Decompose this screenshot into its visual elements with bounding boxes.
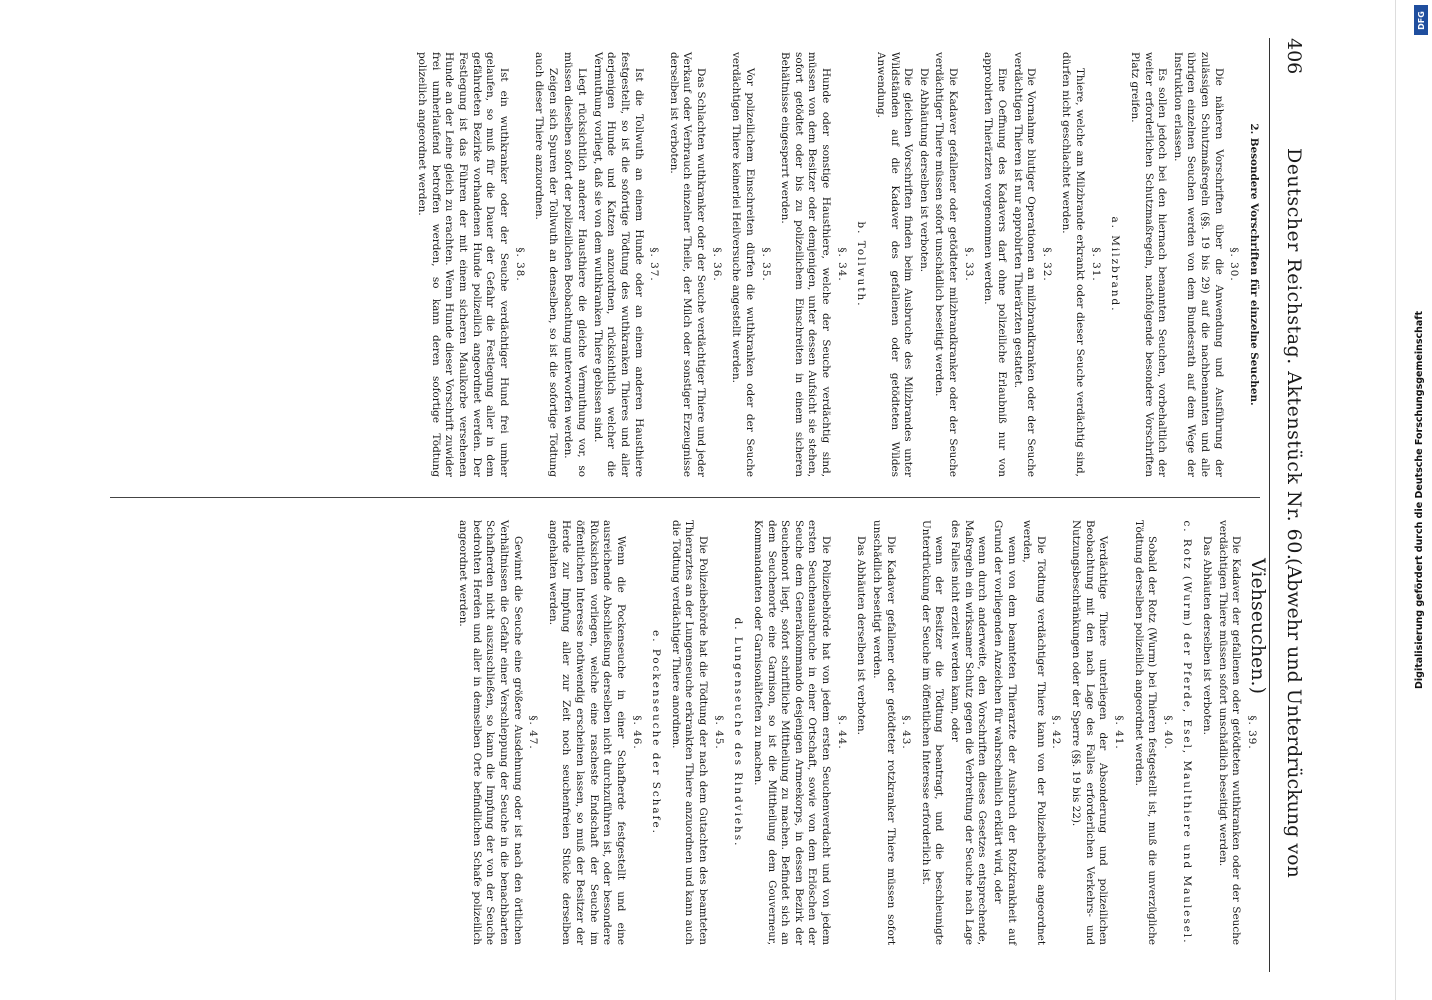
paragraph-text: Hunde oder sonstige Hausthiere, welche der Seuche verdächtig sind, müssen von dem Besitzer oder demjenigen, unter dessen Aufsicht sie stehen, sofort getödtet oder bis zu polizeilichem Einschreiten in einem sicheren Behältnisse eingesperrt werden.: [779, 52, 833, 477]
paragraph-mark: §. 41.: [1113, 715, 1125, 750]
page-number: 406: [1283, 38, 1305, 75]
paragraph-text: Das Abhäuten derselben ist verboten.: [855, 536, 868, 735]
subsection-title: c. Rotz (Wurm) der Pferde, Esel, Maulthiere und Maulesel.: [1181, 520, 1194, 945]
subsection-title: b. Tollwuth.: [855, 221, 868, 308]
digitization-credit-text: Digitalisierung gefördert durch die Deutsche Forschungsgemeinschaft: [1414, 311, 1425, 689]
paragraph-text: Die Kadaver gefallener oder getödteter rotzkranker Thiere müssen sofort unschädlich beseitigt werden.: [871, 520, 897, 945]
paragraph-mark: §. 45.: [712, 715, 725, 750]
paragraph-mark: §. 39.: [1246, 715, 1258, 750]
subsection-title: e. Pockenseuche der Schafe.: [650, 630, 663, 835]
running-title: Deutscher Reichstag. Aktenstück Nr. 60.: [1283, 148, 1305, 561]
paragraph-mark: §. 30.: [1228, 247, 1241, 282]
right-column: [454, 520, 1265, 945]
paragraph-text: Die näheren Vorschriften über die Anwendung und Ausführung der zulässigen Schutzmaßregeln (§§. 19 bis 29) auf die nachbenannten und alle übrigen einzelnen Seuchen werden von dem Bundesrath auf dem Wege der Instruktion erlassen.: [1171, 52, 1225, 477]
paragraph-mark: §. 42.: [1050, 715, 1063, 750]
paragraph-text: wenn von dem beamteten Thierarzte der Ausbruch der Rotzkrankheit auf Grund der vorliegenden Anzeichen für wahrscheinlich erklärt wird, oder: [992, 520, 1018, 945]
paragraph-text: Die Kadaver gefallener oder getödteter milzbrandkranker oder der Seuche verdächtiger Thiere müssen sofort unschädlich beseitigt werden.: [933, 52, 960, 477]
column-divider: [110, 497, 1260, 498]
paragraph-text: Das Abhäuten derselben ist verboten.: [1201, 536, 1214, 735]
section-heading: 2. Besondere Vorschriften für einzelne Seuchen.: [1248, 123, 1260, 406]
paragraph-mark: §. 34.: [835, 247, 848, 282]
paragraph-text: Die Polizeibehörde hat von jedem ersten Seuchenverdacht und von jedem ersten Seuchenausbruche in einer Ortschaft, sowie von dem Erlöschen der Seuche dem Generalkommando desjenigen Armeekorps, in dessen Bezirk der Seuchenort liegt, sofort schriftliche Mittheilung zu machen. Befindet sich an dem Seuchenorte eine Garnison, so ist die Mittheilung dem Gouverneur, Kommandanten oder Garnisonälteſten zu machen.: [752, 520, 833, 945]
paragraph-mark: §. 35.: [759, 247, 772, 282]
paragraph-text: Vor polizeilichem Einschreiten dürfen die wuthkranken oder der Seuche verdächtigen Thiere keinerlei Heilversuche angestellt werden.: [730, 52, 756, 477]
dfg-logo-text: DFG: [1416, 10, 1426, 30]
paragraph-text: Es sollen jedoch bei den hiernach benannten Seuchen, vorbehaltlich der weiter erforderlichen Schutzmaßregeln, nachfolgende besondere Vorschriften Platz greifen.: [1129, 52, 1169, 477]
paragraph-text: Ist die Tollwuth an einem Hunde oder an einem anderen Hausthiere festgestellt, so ist die sofortige Tödtung des wuthkranken Thieres und aller derjenigen Hunde und Katzen anzuordnen, rücksichtlich welcher die Vermuthung vorliegt, daß sie von dem wuthkranken Thiere gebissen sind.: [591, 52, 645, 477]
paragraph-mark: §. 40.: [1161, 715, 1174, 750]
paragraph-text: Eine Oeffnung des Kadavers darf ohne polizeiliche Erlaubniß nur von approbirten Thierärzten vorgenommen werden.: [982, 52, 1008, 477]
paragraph-mark: §. 33.: [962, 247, 975, 282]
paragraph-text: Sobald der Rotz (Wurm) bei Thieren festgestellt ist, muß die unverzügliche Tödtung derselben polizeilich angeordnet werden.: [1132, 520, 1159, 945]
paragraph-mark: §. 31.: [1089, 247, 1102, 282]
scan-edge: [1395, 0, 1396, 1000]
paragraph-text: Wenn die Pockenseuche in einer Schafherde festgestellt und eine ausreichende Abschließung derselben nicht durchzuführen ist, oder besondere Rücksichten vorliegen, welche eine rascheste Endschaft der Seuche im öffentlichen Interesse nothwendig erscheinen lassen, so muß der Besitzer der Herde zur Impfung aller zur Zeit noch seuchenfreien Stücke derselben angehalten werden.: [546, 520, 627, 945]
paragraph-text: Zeigen sich Spuren der Tollwuth an denselben, so ist die sofortige Tödtung auch dieser Thiere anzuordnen.: [533, 52, 559, 477]
paragraph-text: Das Schlachten wuthkranker oder der Seuche verdächtiger Thiere und jeder Verkauf oder Verbrauch einzelner Theile, der Milch oder sonstiger Erzeugnisse derselben ist verboten.: [667, 52, 708, 477]
paragraph-text: Verdächtige Thiere unterliegen der Absonderung und polizeilichen Beobachtung mit den nach Lage des Falles erforderlichen Verkehrs- und Nutzungsbeschränkungen oder der Sperre (§§. 19 bis 22).: [1070, 520, 1110, 945]
subsection-title: d. Lungenseuche des Rindviehs.: [732, 617, 745, 848]
running-subtitle: (Abwehr und Unterdrückung von Viehseuchen.): [1247, 558, 1305, 878]
dfg-logo: [1414, 5, 1428, 35]
paragraph-mark: §. 36.: [710, 247, 723, 282]
paragraph-text: Die Abhäutung derselben ist verboten.: [917, 68, 930, 273]
paragraph-text: Die Kadaver der gefallenen oder getödteten wuthkranken oder der Seuche verdächtigen Thiere müssen sofort unschädlich beseitigt werden.: [1216, 520, 1243, 945]
paragraph-mark: §. 44.: [835, 715, 848, 750]
paragraph-text: wenn durch anderweite, den Vorschriften dieses Gesetzes entsprechende, Maßregeln ein wirksamer Schutz gegen die Verbreitung der Seuche nach Lage des Falles nicht erzielt werden kann, oder: [949, 520, 989, 945]
paragraph-text: Liegt rücksichtlich anderer Hausthiere die gleiche Vermuthung vor, so müssen dieselben sofort der polizeilichen Beobachtung unterworfen werden.: [562, 52, 589, 477]
paragraph-mark: §. 32.: [1040, 247, 1053, 282]
paragraph-text: Thiere, welche am Milzbrande erkrankt oder dieser Seuche verdächtig sind, dürfen nicht geschlachtet werden.: [1060, 52, 1087, 477]
paragraph-mark: §. 38.: [513, 247, 526, 282]
paragraph-mark: §. 43.: [900, 715, 913, 750]
paragraph-text: Ist ein wuthkranker oder der Seuche verdächtiger Hund frei umher gelaufen, so muß für die Dauer der Gefahr die Festlegung aller in dem gefährdeten Bezirke vorhandenen Hunde polizeilich angeordnet werden. Der Festlegung ist das Führen der mit einem sicheren Maulkorbe versehenen Hunde an der Leine gleich zu erachten. Wenn Hunde dieser Vorschrift zuwider frei umherlaufend betroffen werden, so kann deren sofortige Tödtung polizeilich angeordnet werden.: [416, 52, 510, 477]
paragraph-text: Die Tödtung verdächtiger Thiere kann von der Polizeibehörde angeordnet werden,: [1021, 520, 1047, 945]
rotated-document-page: [50, 0, 1330, 1000]
left-column: [413, 52, 1264, 477]
paragraph-text: Die gleichen Vorschriften finden beim Ausbruche des Milzbrandes unter Wildständen auf die Kadaver des gefallenen oder getödteten Wildes Anwendung.: [875, 52, 915, 477]
subsection-title: a. Milzbrand.: [1109, 216, 1122, 313]
paragraph-mark: §. 47.: [527, 715, 540, 750]
header-rule: [1269, 38, 1270, 972]
paragraph-text: Die Vornahme blutiger Operationen an milzbrandkranken oder der Seuche verdächtigen Thieren ist nur approbirten Thierärzten gestattet.: [1011, 52, 1038, 477]
paragraph-text: wenn der Besitzer die Tödtung beantragt, und die beschleunigte Unterdrückung der Seuche im öffentlichen Interesse erforderlich ist.: [919, 520, 946, 945]
paragraph-mark: §. 46.: [630, 715, 643, 750]
paragraph-text: Gewinnt die Seuche eine größere Ausdehnung oder ist nach den örtlichen Verhältnissen die Gefahr einer Verschleppung der Seuche in die benachbarten Schafherden nicht auszuschließen, so kann die Impfung der von der Seuche bedrohten Herden und aller in demselben Orte befindlichen Schafe polizeilich angeordnet werden.: [457, 520, 524, 945]
paragraph-text: Die Polizeibehörde hat die Tödtung der nach dem Gutachten des beamteten Thierarztes an der Lungenseuche erkrankten Thiere anzuordnen und kann auch die Tödtung verdächtiger Thiere anordnen.: [669, 520, 710, 945]
paragraph-mark: §. 37.: [648, 247, 661, 282]
